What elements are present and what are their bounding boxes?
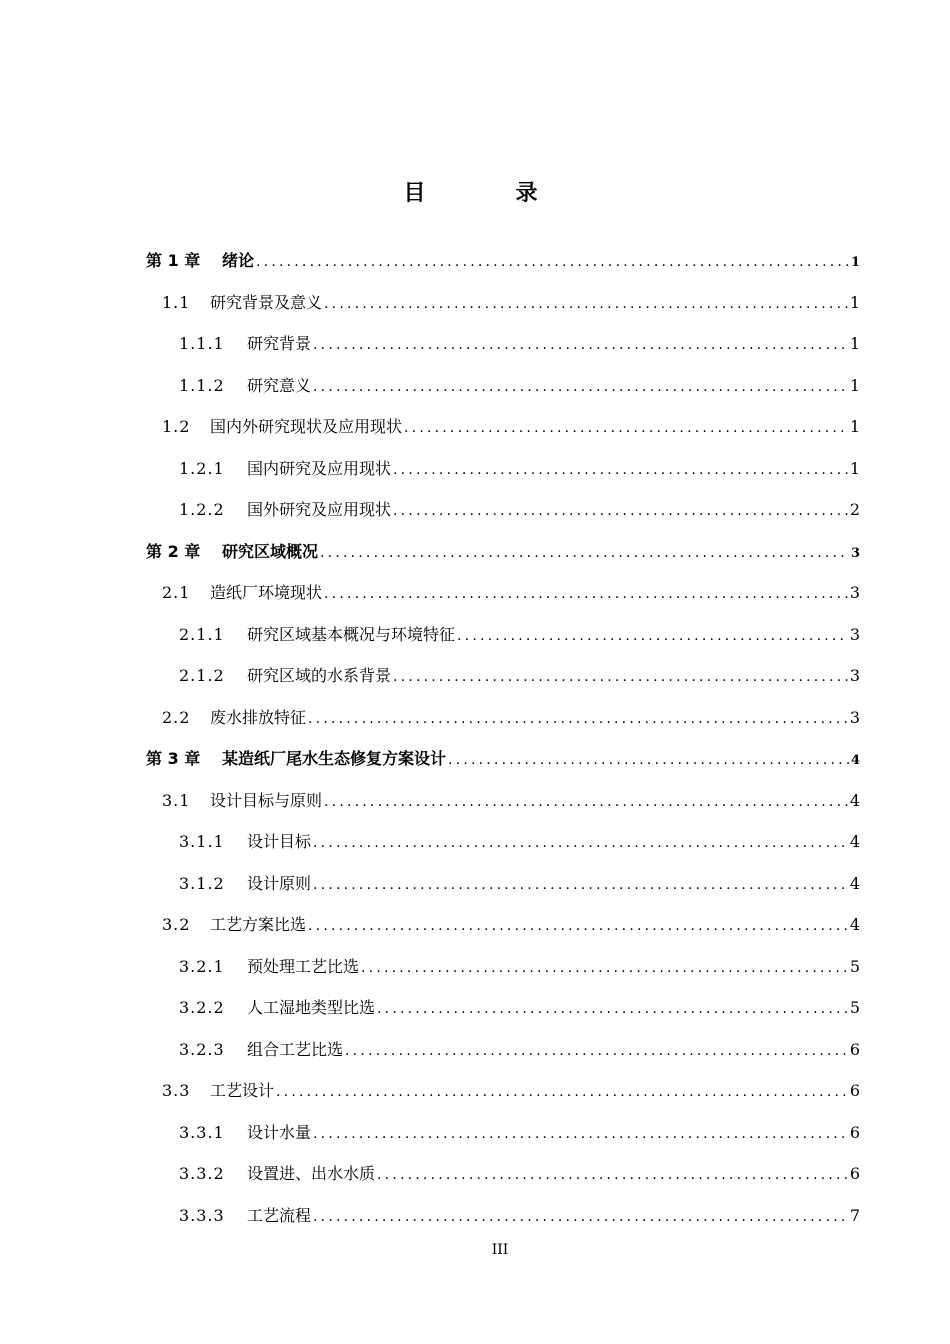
- toc-entry-number: 3.1: [162, 790, 191, 810]
- toc-entry-page: 1: [849, 292, 860, 312]
- toc-entry-title: 设计目标: [247, 832, 312, 851]
- toc-entry[interactable]: [146, 365, 860, 407]
- toc-entry[interactable]: [146, 1153, 860, 1195]
- toc-entry-page: 3: [849, 583, 860, 602]
- toc-entry-page: 1: [849, 334, 860, 353]
- toc-entry-title: 国内外研究现状及应用现状: [210, 417, 403, 436]
- toc-entry-number: 2.1.1: [179, 624, 225, 644]
- toc-entry[interactable]: [146, 531, 860, 573]
- toc-entry[interactable]: [146, 489, 860, 531]
- toc-entry-title: 人工湿地类型比选: [247, 998, 376, 1017]
- toc-entry-number: 3.2.2: [179, 998, 225, 1017]
- toc-entry-number: 3.3.2: [179, 1164, 225, 1183]
- toc-entry[interactable]: [146, 987, 860, 1029]
- dot-leader: [377, 989, 848, 1029]
- toc-entry-title: 绪论: [222, 251, 255, 270]
- toc-entry-number: 3.2.1: [179, 956, 225, 976]
- dot-leader: [308, 699, 848, 739]
- dot-leader: [320, 533, 849, 573]
- toc-entry[interactable]: [146, 738, 860, 780]
- dot-leader: [393, 491, 848, 531]
- dot-leader: [448, 740, 849, 780]
- toc-entry-page: 3: [849, 707, 860, 727]
- toc-entry-page: 3: [849, 666, 860, 685]
- toc-entry[interactable]: [146, 946, 860, 988]
- dot-leader: [345, 1031, 848, 1071]
- toc-entry-page: 6: [849, 1081, 860, 1100]
- toc-entry-page: 7: [849, 1205, 860, 1225]
- toc-entry[interactable]: [146, 697, 860, 739]
- toc-entry[interactable]: [146, 1112, 860, 1154]
- toc-entry-page: 5: [849, 956, 860, 976]
- toc-entry-number: 第 2 章: [146, 541, 201, 561]
- toc-entry-title: 设计原则: [247, 873, 312, 893]
- toc-entry[interactable]: [146, 904, 860, 946]
- toc-entry-page: 4: [849, 832, 860, 851]
- toc-entry-number: 3.3: [162, 1081, 191, 1100]
- toc-entry-page: 4: [849, 915, 860, 934]
- toc-entry[interactable]: [146, 1195, 860, 1237]
- toc-entry-page: 1: [849, 375, 860, 395]
- toc-entry-page: 3: [849, 624, 860, 644]
- toc-entry-page: 1: [849, 417, 860, 436]
- toc-entry[interactable]: [146, 240, 860, 282]
- toc-entry-title: 研究区域的水系背景: [247, 666, 392, 685]
- toc-entry-number: 1.2: [162, 417, 191, 436]
- toc-entry[interactable]: [146, 780, 860, 822]
- toc-entry-title: 设计水量: [247, 1122, 312, 1142]
- dot-leader: [313, 1197, 848, 1237]
- toc-entry[interactable]: [146, 821, 860, 863]
- dot-leader: [308, 906, 848, 946]
- toc-entry[interactable]: [146, 614, 860, 656]
- toc-entry[interactable]: [146, 1070, 860, 1112]
- toc-entry-title: 工艺流程: [247, 1205, 312, 1225]
- toc-entry-title: 设置进、出水水质: [247, 1164, 376, 1183]
- dot-leader: [276, 1072, 848, 1112]
- toc-entry-number: 3.2: [162, 915, 191, 934]
- toc-entry-title: 国外研究及应用现状: [247, 500, 392, 519]
- dot-leader: [393, 450, 848, 490]
- dot-leader: [324, 782, 848, 822]
- dot-leader: [256, 242, 849, 282]
- toc-entry[interactable]: [146, 572, 860, 614]
- toc-entry-page: 4: [850, 753, 860, 768]
- toc-entry-page: 4: [849, 790, 860, 810]
- toc-entry-title: 研究区域概况: [222, 541, 319, 561]
- toc-entry-number: 1.2.1: [179, 458, 225, 478]
- toc-entry[interactable]: [146, 323, 860, 365]
- toc-entry-number: 2.2: [162, 707, 191, 727]
- toc-entry-number: 3.3.3: [179, 1205, 225, 1225]
- toc-entry-number: 1.1.2: [179, 375, 225, 395]
- toc-entry[interactable]: [146, 282, 860, 324]
- toc-entry-number: 3.2.3: [179, 1039, 225, 1059]
- page-number: III: [491, 1242, 509, 1258]
- toc-entry-number: 3.1.1: [179, 832, 225, 851]
- toc-entry-page: 6: [849, 1164, 860, 1183]
- toc-entry[interactable]: [146, 448, 860, 490]
- dot-leader: [313, 865, 848, 905]
- toc-entry-page: 5: [849, 998, 860, 1017]
- dot-leader: [324, 284, 848, 324]
- toc-title: 目 录: [403, 181, 572, 206]
- dot-leader: [457, 616, 848, 656]
- toc-entry-number: 1.1.1: [179, 334, 225, 353]
- dot-leader: [377, 1155, 848, 1195]
- toc-entry[interactable]: [146, 406, 860, 448]
- toc-entry-page: 2: [849, 500, 860, 519]
- toc-entry-page: 4: [849, 873, 860, 893]
- toc-entry-title: 研究意义: [247, 375, 312, 395]
- dot-leader: [361, 948, 848, 988]
- dot-leader: [324, 574, 848, 614]
- toc-entry-title: 组合工艺比选: [247, 1039, 344, 1059]
- toc-entry-title: 某造纸厂尾水生态修复方案设计: [222, 749, 447, 768]
- toc-entry[interactable]: [146, 655, 860, 697]
- dot-leader: [313, 1114, 848, 1154]
- toc-entry-number: 3.3.1: [179, 1122, 225, 1142]
- dot-leader: [313, 367, 848, 407]
- toc-entry-page: 1: [849, 458, 860, 478]
- dot-leader: [404, 408, 848, 448]
- toc-entry-title: 研究背景: [247, 334, 312, 353]
- toc-entry-title: 设计目标与原则: [210, 790, 323, 810]
- toc-entry-number: 第 1 章: [146, 251, 201, 270]
- toc-entry-number: 3.1.2: [179, 873, 225, 893]
- toc-entry-title: 预处理工艺比选: [247, 956, 360, 976]
- toc-entry-page: 6: [849, 1039, 860, 1059]
- toc-entry-page: 6: [849, 1122, 860, 1142]
- toc-entry-title: 研究区域基本概况与环境特征: [247, 624, 456, 644]
- toc-entry-title: 国内研究及应用现状: [247, 458, 392, 478]
- toc-entry-title: 工艺设计: [210, 1081, 275, 1100]
- toc-entry[interactable]: [146, 1029, 860, 1071]
- toc-entry[interactable]: [146, 863, 860, 905]
- toc-entry-title: 工艺方案比选: [210, 915, 307, 934]
- toc-entry-title: 研究背景及意义: [210, 292, 323, 312]
- toc-entry-number: 第 3 章: [146, 749, 201, 768]
- toc-entry-title: 造纸厂环境现状: [210, 583, 323, 602]
- dot-leader: [313, 325, 848, 365]
- toc-entry-number: 1.2.2: [179, 500, 225, 519]
- toc-entry-number: 2.1.2: [179, 666, 225, 685]
- toc-entry-page: 1: [850, 255, 860, 270]
- dot-leader: [313, 823, 848, 863]
- toc-entry-page: 3: [850, 545, 860, 561]
- dot-leader: [393, 657, 848, 697]
- toc-entry-number: 2.1: [162, 583, 191, 602]
- toc-entry-title: 废水排放特征: [210, 707, 307, 727]
- toc-entry-number: 1.1: [162, 292, 191, 312]
- toc-list: [146, 240, 860, 1236]
